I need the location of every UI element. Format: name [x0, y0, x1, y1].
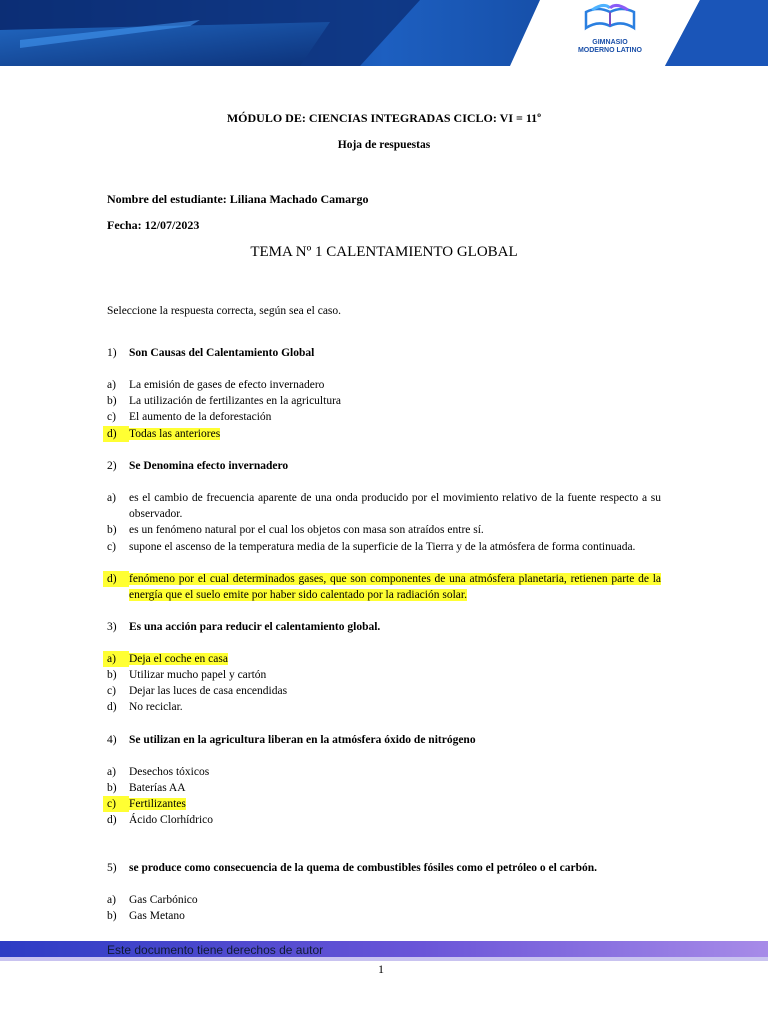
- option-text: El aumento de la deforestación: [129, 411, 272, 423]
- option-letter-selected: c): [103, 796, 129, 812]
- answer-highlight: fenómeno por el cual determinados gases, que son componentes de una atmósfera planetaria, retienen parte de la energía que el suelo emite por haber sido calentado por la radiación solar.: [129, 573, 661, 601]
- answer-sheet-subtitle: Hoja de respuestas: [337, 139, 431, 151]
- option-letter: a): [107, 492, 116, 504]
- option-text: La emisión de gases de efecto invernadero: [129, 379, 325, 391]
- option-letter: b): [107, 524, 117, 536]
- copyright-notice: Este documento tiene derechos de autor: [107, 943, 324, 957]
- option-letter: a): [107, 379, 116, 391]
- question-title: se produce como consecuencia de la quema de combustibles fósiles como el petróleo o el carbón.: [129, 862, 598, 874]
- option-letter: c): [107, 685, 116, 697]
- question-number: 3): [107, 621, 117, 633]
- option-letter: a): [107, 894, 116, 906]
- question-number: 1): [107, 347, 117, 359]
- answer-highlight: Todas las anteriores: [129, 428, 221, 440]
- option-text-selected: [129, 426, 220, 442]
- topic-title: TEMA Nº 1 CALENTAMIENTO GLOBAL: [250, 244, 518, 260]
- instructions: Seleccione la respuesta correcta, según sea el caso.: [107, 305, 342, 317]
- option-letter: a): [107, 766, 116, 778]
- option-text: La utilización de fertilizantes en la agricultura: [129, 395, 342, 407]
- option-letter: b): [107, 395, 117, 407]
- option-text: Dejar las luces de casa encendidas: [129, 685, 288, 697]
- module-title: MÓDULO DE: CIENCIAS INTEGRADAS CICLO: VI = 11º: [226, 111, 542, 125]
- question-number: 2): [107, 460, 117, 472]
- question-title: Se utilizan en la agricultura liberan en la atmósfera óxido de nitrógeno: [129, 734, 476, 746]
- option-letter: d): [107, 701, 117, 713]
- option-text-selected: [129, 796, 186, 812]
- date-line: Fecha: 12/07/2023: [107, 218, 200, 232]
- option-letter: b): [107, 782, 117, 794]
- page-number: 1: [378, 962, 384, 976]
- option-text: es un fenómeno natural por el cual los objetos con masa son atraídos entre sí.: [129, 524, 484, 536]
- option-text: Desechos tóxicos: [129, 766, 210, 778]
- answer-highlight: Fertilizantes: [129, 798, 186, 810]
- logo-text-line2: MODERNO LATINO: [577, 47, 643, 54]
- option-text: Ácido Clorhídrico: [129, 814, 213, 826]
- question-title: Se Denomina efecto invernadero: [129, 460, 289, 472]
- logo-text-line1: GIMNASIO: [592, 39, 628, 46]
- option-text: supone el ascenso de la temperatura media de la superficie de la Tierra y de la atmósfera de forma continuada.: [129, 541, 636, 553]
- option-text: Utilizar mucho papel y cartón: [129, 669, 267, 681]
- option-text-selected: [129, 571, 661, 603]
- option-letter: b): [107, 669, 117, 681]
- option-text: Gas Metano: [129, 910, 185, 922]
- student-name: Nombre del estudiante: Liliana Machado Camargo: [107, 192, 369, 206]
- option-text: No reciclar.: [129, 701, 183, 713]
- option-letter: c): [107, 541, 116, 553]
- answer-highlight: Deja el coche en casa: [129, 653, 228, 665]
- question-number: 4): [107, 734, 117, 746]
- question-title: Son Causas del Calentamiento Global: [129, 347, 315, 359]
- question-title: Es una acción para reducir el calentamiento global.: [129, 621, 381, 633]
- option-letter-selected: d): [103, 571, 129, 587]
- option-letter: c): [107, 411, 116, 423]
- option-letter-selected: d): [103, 426, 129, 442]
- option-letter-selected: a): [103, 651, 129, 667]
- option-letter: b): [107, 910, 117, 922]
- option-letter: d): [107, 814, 117, 826]
- option-text-selected: [129, 651, 228, 667]
- question-number: 5): [107, 862, 117, 874]
- option-text: es el cambio de frecuencia aparente de una onda producido por el movimiento relativo de la fuente respecto a su observador.: [129, 492, 661, 520]
- option-text: Baterías AA: [129, 782, 186, 794]
- option-text: Gas Carbónico: [129, 894, 198, 906]
